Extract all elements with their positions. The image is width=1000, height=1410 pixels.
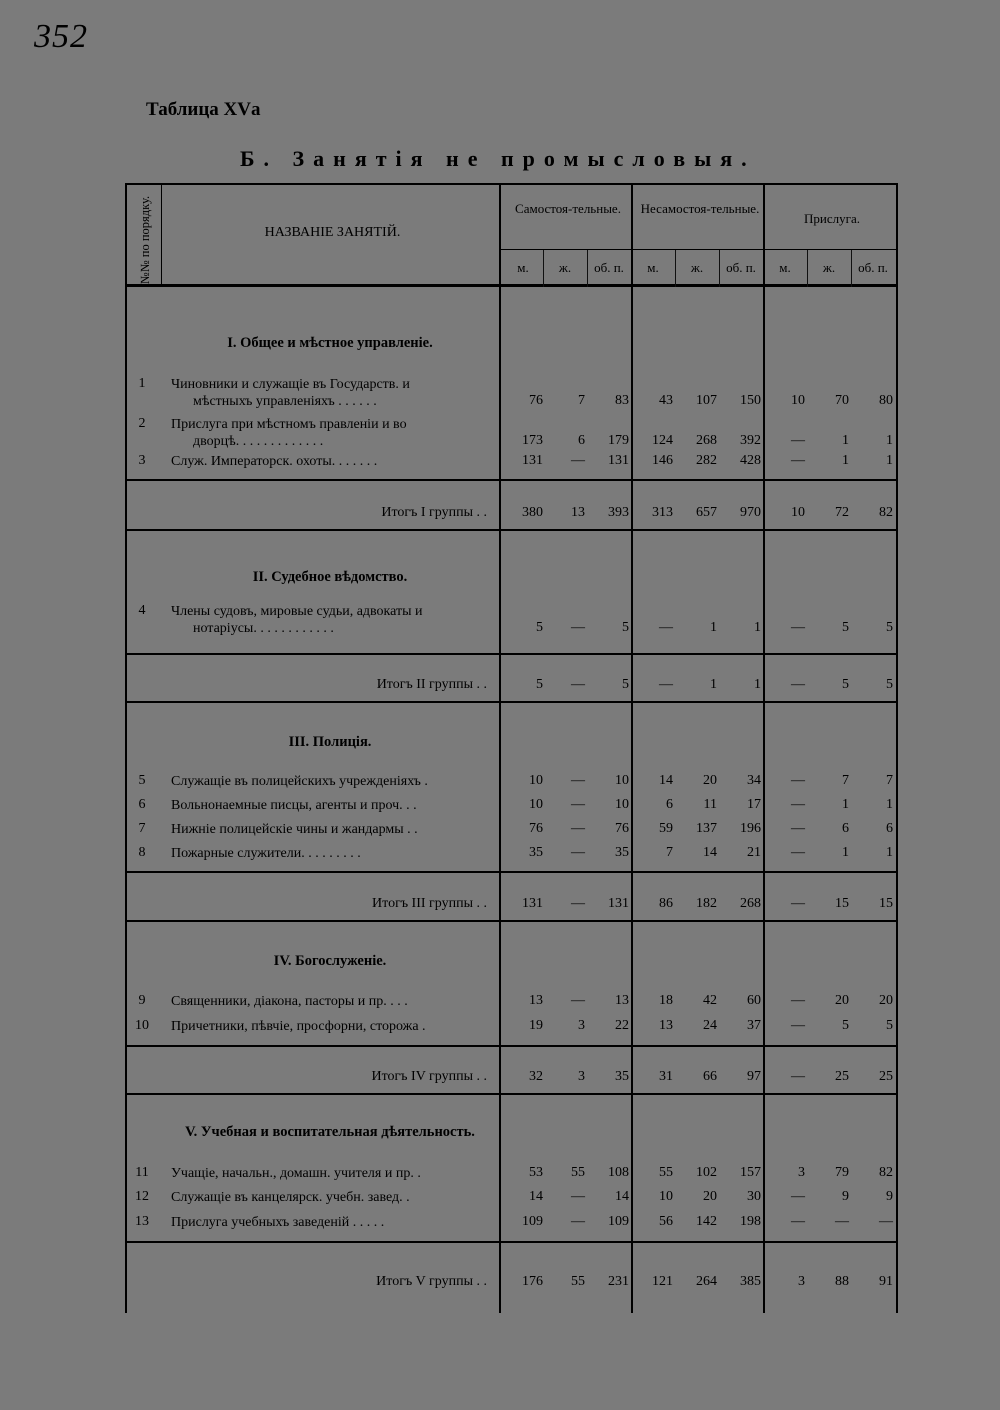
row-number: 4 [138, 603, 146, 618]
section-title: V. Учебная и воспитательная дѣятельность. [185, 1124, 475, 1140]
value-cell: 3 [798, 1165, 805, 1180]
total-rule [125, 1045, 898, 1047]
value-cell: — [571, 993, 585, 1008]
value-cell: 9 [886, 1189, 893, 1204]
occupation-name [171, 797, 493, 814]
total-cell: 97 [747, 1069, 761, 1084]
value-cell: 102 [696, 1165, 717, 1180]
total-cell: 1 [710, 677, 717, 692]
total-cell: 5 [536, 677, 543, 692]
value-cell: — [659, 620, 673, 635]
value-cell: 5 [536, 620, 543, 635]
total-label: Итогъ III группы . . [372, 896, 487, 911]
total-cell: 55 [571, 1274, 585, 1289]
header-sub-4: ж. [690, 260, 704, 275]
value-cell: 14 [703, 845, 717, 860]
total-cell: 72 [835, 505, 849, 520]
total-label: Итогъ II группы . . [376, 677, 487, 692]
total-cell: 131 [608, 896, 629, 911]
total-cell: — [571, 677, 585, 692]
total-cell: 393 [608, 505, 629, 520]
total-cell: 380 [522, 505, 543, 520]
table-subtitle: Б. Занятія не промысловыя. [240, 146, 756, 171]
value-cell: 24 [703, 1018, 717, 1033]
value-cell: 1 [842, 845, 849, 860]
value-cell: 173 [522, 433, 543, 448]
value-cell: 7 [578, 393, 585, 408]
value-cell: — [791, 773, 805, 788]
value-cell: 157 [740, 1165, 761, 1180]
value-cell: — [791, 1018, 805, 1033]
value-cell: 60 [747, 993, 761, 1008]
value-cell: 35 [529, 845, 543, 860]
occupation-name-line: Служащіе въ полицейскихъ учрежденіяхъ . [171, 774, 428, 789]
value-cell: 43 [659, 393, 673, 408]
row-number: 8 [138, 845, 146, 860]
value-cell: 268 [696, 433, 717, 448]
value-cell: — [879, 1214, 893, 1229]
value-cell: 80 [879, 393, 893, 408]
rule-line [807, 250, 808, 287]
occupation-name-line: Прислуга учебныхъ заведеній . . . . . [171, 1215, 385, 1230]
value-cell: — [571, 773, 585, 788]
occupation-name-line: Священники, діакона, пасторы и пр. . . . [171, 994, 408, 1009]
value-cell: 55 [571, 1165, 585, 1180]
value-cell: 6 [578, 433, 585, 448]
occupation-name-line: Чиновники и служащіе въ Государств. и [171, 377, 410, 392]
value-cell: 6 [842, 821, 849, 836]
total-cell: 385 [740, 1274, 761, 1289]
row-number: 13 [135, 1214, 149, 1229]
value-cell: 1 [886, 433, 893, 448]
occupation-name-line: Учащіе, начальн., домашн. учителя и пр. . [171, 1166, 421, 1181]
value-cell: 131 [608, 453, 629, 468]
total-cell: 970 [740, 505, 761, 520]
row-number: 3 [138, 453, 146, 468]
value-cell: 9 [842, 1189, 849, 1204]
value-cell: 35 [615, 845, 629, 860]
value-cell: — [791, 1214, 805, 1229]
header-row-number: №№ по порядку. [138, 195, 152, 285]
total-cell: 5 [842, 677, 849, 692]
total-rule [125, 653, 898, 655]
total-label: Итогъ I группы . . [381, 505, 487, 520]
value-cell: 124 [652, 433, 673, 448]
occupation-name [171, 1214, 493, 1231]
value-cell: 6 [666, 797, 673, 812]
rule-line [501, 249, 898, 250]
value-cell: 10 [791, 393, 805, 408]
data-table [125, 183, 898, 1313]
value-cell: 10 [615, 797, 629, 812]
value-cell: — [791, 453, 805, 468]
value-cell: 18 [659, 993, 673, 1008]
header-sub-1: ж. [558, 260, 572, 275]
total-label: Итогъ V группы . . [376, 1274, 487, 1289]
occupation-name [171, 993, 493, 1010]
occupation-name [171, 773, 493, 790]
value-cell: — [571, 845, 585, 860]
total-rule [125, 701, 898, 703]
value-cell: 59 [659, 821, 673, 836]
total-rule [125, 920, 898, 922]
value-cell: 392 [740, 433, 761, 448]
total-cell: — [571, 896, 585, 911]
row-number: 9 [138, 993, 146, 1008]
section-title: III. Полиція. [288, 734, 372, 750]
header-group-dependent: Несамостоя-тельные. [640, 201, 760, 216]
rule-line [763, 183, 765, 1313]
total-cell: 131 [522, 896, 543, 911]
value-cell: 14 [659, 773, 673, 788]
total-cell: 3 [798, 1274, 805, 1289]
total-cell: 3 [578, 1069, 585, 1084]
value-cell: 198 [740, 1214, 761, 1229]
total-cell: — [791, 1069, 805, 1084]
occupation-name [171, 845, 493, 862]
occupation-name-line: дворцѣ. . . . . . . . . . . . . [193, 434, 324, 449]
rule-line [896, 183, 898, 1313]
value-cell: — [791, 620, 805, 635]
value-cell: 70 [835, 393, 849, 408]
rule-line [587, 250, 588, 287]
value-cell: 30 [747, 1189, 761, 1204]
value-cell: 19 [529, 1018, 543, 1033]
value-cell: 17 [747, 797, 761, 812]
occupation-name-line: Пожарные служители. . . . . . . . . [171, 846, 361, 861]
value-cell: 179 [608, 433, 629, 448]
occupation-name [171, 1189, 493, 1206]
value-cell: 5 [842, 620, 849, 635]
value-cell: 109 [522, 1214, 543, 1229]
total-cell: 25 [879, 1069, 893, 1084]
header-sub-7: ж. [822, 260, 836, 275]
value-cell: 3 [578, 1018, 585, 1033]
rule-line [499, 183, 501, 1313]
value-cell: 196 [740, 821, 761, 836]
value-cell: — [571, 821, 585, 836]
value-cell: 1 [842, 453, 849, 468]
value-cell: 137 [696, 821, 717, 836]
value-cell: 82 [879, 1165, 893, 1180]
value-cell: 5 [886, 620, 893, 635]
total-cell: 13 [571, 505, 585, 520]
total-cell: 88 [835, 1274, 849, 1289]
value-cell: 107 [696, 393, 717, 408]
header-sub-5: об. п. [726, 260, 756, 275]
value-cell: — [571, 620, 585, 635]
total-cell: 15 [835, 896, 849, 911]
rule-line [125, 284, 898, 287]
rule-line [125, 183, 898, 185]
value-cell: 11 [703, 797, 717, 812]
total-cell: 32 [529, 1069, 543, 1084]
occupation-name [171, 821, 493, 838]
occupation-name-line: Причетники, пѣвчіе, просфорни, сторожа . [171, 1019, 426, 1034]
value-cell: 37 [747, 1018, 761, 1033]
total-cell: 1 [754, 677, 761, 692]
total-cell: 5 [886, 677, 893, 692]
occupation-name [171, 1018, 493, 1035]
value-cell: 5 [886, 1018, 893, 1033]
value-cell: — [571, 797, 585, 812]
row-number: 1 [138, 376, 146, 391]
value-cell: 14 [529, 1189, 543, 1204]
value-cell: 5 [842, 1018, 849, 1033]
header-sub-2: об. п. [594, 260, 624, 275]
total-cell: 25 [835, 1069, 849, 1084]
occupation-name-line: Нижніе полицейскіе чины и жандармы . . [171, 822, 418, 837]
total-cell: 5 [622, 677, 629, 692]
occupation-name-line: нотаріусы. . . . . . . . . . . . [193, 621, 334, 636]
total-cell: 31 [659, 1069, 673, 1084]
section-title: II. Судебное вѣдомство. [252, 569, 408, 585]
value-cell: 7 [666, 845, 673, 860]
value-cell: — [791, 845, 805, 860]
total-cell: 15 [879, 896, 893, 911]
row-number: 5 [138, 773, 146, 788]
section-title: IV. Богослуженіе. [273, 953, 387, 969]
value-cell: — [791, 797, 805, 812]
value-cell: 142 [696, 1214, 717, 1229]
value-cell: 55 [659, 1165, 673, 1180]
value-cell: 150 [740, 393, 761, 408]
value-cell: 42 [703, 993, 717, 1008]
total-cell: 264 [696, 1274, 717, 1289]
total-label: Итогъ IV группы . . [371, 1069, 487, 1084]
value-cell: 1 [842, 797, 849, 812]
occupation-name-line: Члены судовъ, мировые судьи, адвокаты и [171, 604, 423, 619]
value-cell: 76 [529, 393, 543, 408]
total-cell: 176 [522, 1274, 543, 1289]
total-cell: 10 [791, 505, 805, 520]
value-cell: 56 [659, 1214, 673, 1229]
total-cell: 657 [696, 505, 717, 520]
occupation-name [171, 603, 493, 637]
value-cell: 428 [740, 453, 761, 468]
row-number: 2 [138, 416, 146, 431]
rule-line [543, 250, 544, 287]
page-number: 352 [34, 18, 88, 55]
row-number: 7 [138, 821, 146, 836]
value-cell: 21 [747, 845, 761, 860]
value-cell: — [571, 1214, 585, 1229]
value-cell: 83 [615, 393, 629, 408]
value-cell: 22 [615, 1018, 629, 1033]
value-cell: 13 [529, 993, 543, 1008]
total-cell: — [791, 896, 805, 911]
header-sub-3: м. [647, 260, 659, 275]
value-cell: 10 [659, 1189, 673, 1204]
value-cell: — [571, 453, 585, 468]
value-cell: 34 [747, 773, 761, 788]
total-cell: — [791, 677, 805, 692]
value-cell: 6 [886, 821, 893, 836]
value-cell: 1 [886, 797, 893, 812]
table-label: Таблица XVа [146, 99, 261, 120]
value-cell: — [791, 993, 805, 1008]
header-name: НАЗВАНІЕ ЗАНЯТІЙ. [264, 225, 401, 240]
header-sub-0: м. [517, 260, 529, 275]
value-cell: — [571, 1189, 585, 1204]
value-cell: — [791, 433, 805, 448]
value-cell: 1 [754, 620, 761, 635]
value-cell: 76 [529, 821, 543, 836]
occupation-name-line: Вольнонаемные писцы, агенты и проч. . . [171, 798, 417, 813]
value-cell: 1 [886, 845, 893, 860]
total-cell: 86 [659, 896, 673, 911]
value-cell: 76 [615, 821, 629, 836]
row-number: 12 [135, 1189, 149, 1204]
rule-line [631, 183, 633, 1313]
value-cell: 1 [842, 433, 849, 448]
total-rule [125, 1093, 898, 1095]
total-cell: 82 [879, 505, 893, 520]
value-cell: 20 [835, 993, 849, 1008]
value-cell: 1 [886, 453, 893, 468]
total-cell: 182 [696, 896, 717, 911]
occupation-name-line: Служ. Императорск. охоты. . . . . . . [171, 454, 378, 469]
value-cell: 13 [615, 993, 629, 1008]
header-sub-6: м. [779, 260, 791, 275]
total-rule [125, 479, 898, 481]
value-cell: 20 [879, 993, 893, 1008]
occupation-name-line: мѣстныхъ управленіяхъ . . . . . . [193, 394, 377, 409]
total-cell: 121 [652, 1274, 673, 1289]
total-cell: — [659, 677, 673, 692]
value-cell: 146 [652, 453, 673, 468]
value-cell: 1 [710, 620, 717, 635]
total-cell: 313 [652, 505, 673, 520]
total-cell: 231 [608, 1274, 629, 1289]
rule-line [161, 183, 162, 287]
occupation-name [171, 376, 493, 410]
value-cell: 10 [529, 797, 543, 812]
rule-line [851, 250, 852, 287]
row-number: 10 [135, 1018, 149, 1033]
rule-line [719, 250, 720, 287]
occupation-name-line: Служащіе въ канцелярск. учебн. завед. . [171, 1190, 410, 1205]
value-cell: 5 [622, 620, 629, 635]
total-rule [125, 871, 898, 873]
occupation-name [171, 453, 493, 470]
row-number: 6 [138, 797, 146, 812]
value-cell: 20 [703, 1189, 717, 1204]
rule-line [675, 250, 676, 287]
total-rule [125, 529, 898, 531]
value-cell: 131 [522, 453, 543, 468]
occupation-name-line: Прислуга при мѣстномъ правленіи и во [171, 417, 407, 432]
occupation-name [171, 416, 493, 450]
section-title: I. Общее и мѣстное управленіе. [227, 335, 433, 351]
header-group-servants: Прислуга. [804, 211, 860, 226]
value-cell: 79 [835, 1165, 849, 1180]
value-cell: 20 [703, 773, 717, 788]
value-cell: 10 [615, 773, 629, 788]
value-cell: 13 [659, 1018, 673, 1033]
value-cell: — [835, 1214, 849, 1229]
row-number: 11 [135, 1165, 149, 1180]
rule-line [125, 183, 127, 1313]
total-cell: 66 [703, 1069, 717, 1084]
value-cell: 282 [696, 453, 717, 468]
value-cell: 109 [608, 1214, 629, 1229]
value-cell: 14 [615, 1189, 629, 1204]
occupation-name [171, 1165, 493, 1182]
total-rule [125, 1241, 898, 1243]
value-cell: 7 [842, 773, 849, 788]
value-cell: — [791, 1189, 805, 1204]
total-cell: 35 [615, 1069, 629, 1084]
value-cell: — [791, 821, 805, 836]
value-cell: 10 [529, 773, 543, 788]
value-cell: 53 [529, 1165, 543, 1180]
header-sub-8: об. п. [858, 260, 888, 275]
total-cell: 268 [740, 896, 761, 911]
header-group-independent: Самостоя-тельные. [515, 201, 621, 216]
total-cell: 91 [879, 1274, 893, 1289]
value-cell: 108 [608, 1165, 629, 1180]
value-cell: 7 [886, 773, 893, 788]
